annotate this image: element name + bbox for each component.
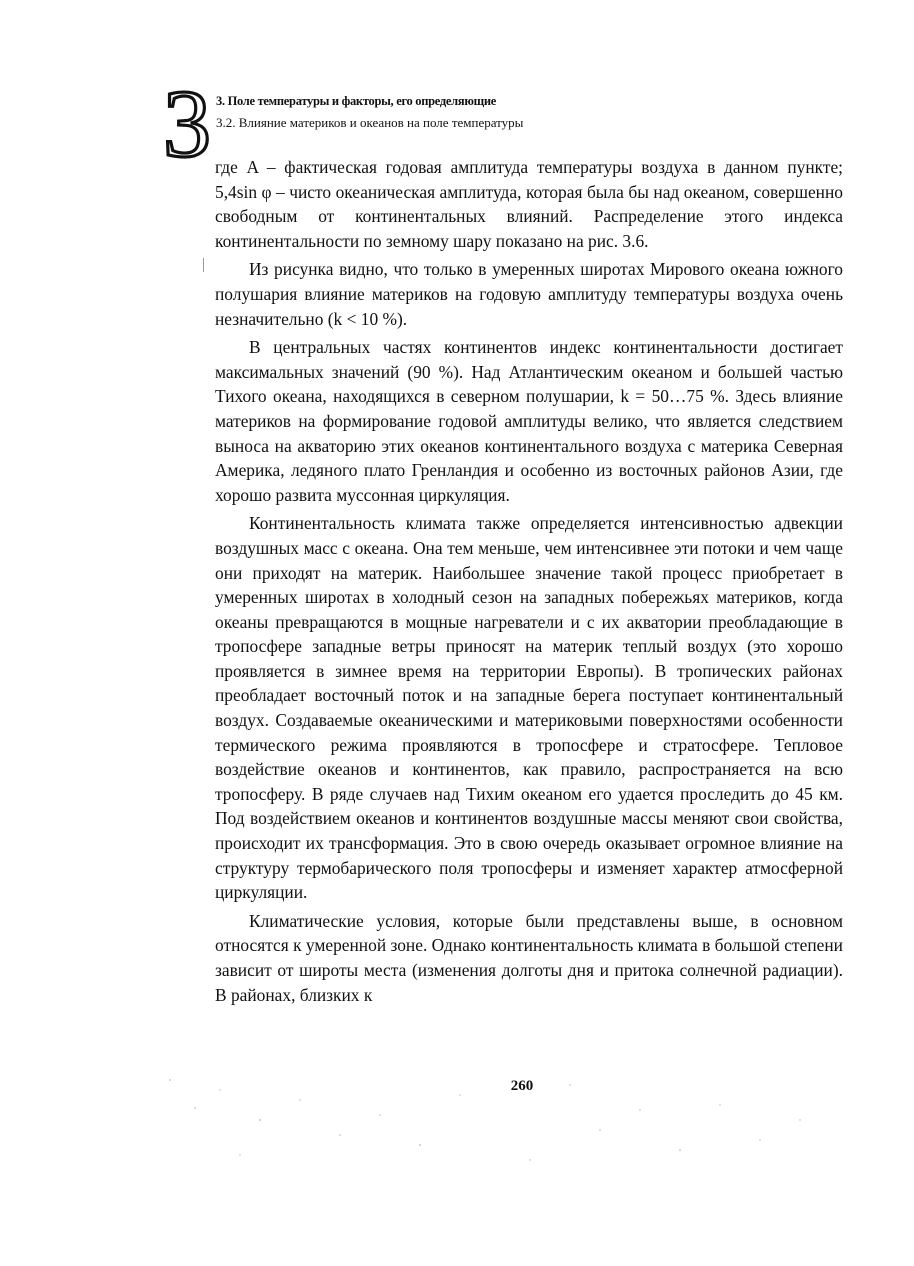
paragraph-5: Климатические условия, которые были представлены выше, в основном относятся к умеренной зоне. Однако континентальность климата в большой степени зависит от широты места (изменения долготы дня и притока солнечной радиации). В районах, близких к — [215, 910, 843, 1005]
running-head-section: 3.2. Влияние материков и океанов на поле температуры — [216, 115, 524, 130]
running-head-chapter: 3. Поле температуры и факторы, его определяющие — [216, 94, 496, 108]
chapter-numeral-outline — [158, 84, 216, 162]
paragraph-4: Континентальность климата также определяется интенсивностью адвекции воздушных масс с океана. Она тем меньше, чем интенсивнее эти потоки и чем чаще они приходят на материк. Наибольшее значение такой процесс приобретает в умеренных широтах в холодный сезон на западных побережьях материков, когда океаны превращаются в мощные нагреватели и с их акватории преобладающие в тропосфере западные ветры приносят на материк теплый воздух (это хорошо проявляется в зимнее время на территории Европы). В тропических районах преобладает восточный поток и на западные берега поступает континентальный воздух. Создаваемые океаническими и материковыми поверхностями особенности термического режима проявляются в тропосфере и стратосфере. Тепловое воздействие океанов и континентов, как правило, распространяется на всю тропосферу. В ряде случаев над Тихим океаном его удается проследить до 45 км. Под воздействием океанов и континентов воздушные массы меняют свои свойства, происходит их трансформация. Это в свою очередь оказывает огромное влияние на структуру термобарического поля тропосферы и изменяет характер атмосферной циркуляции. — [215, 513, 843, 903]
scan-noise — [150, 1060, 850, 1170]
margin-mark — [203, 258, 204, 272]
page-number: 260 — [510, 1078, 534, 1094]
paragraph-1: где A – фактическая годовая амплитуда температуры воздуха в данном пункте; 5,4sin φ – чисто океаническая амплитуда, которая была бы над океаном, совершенно свободным от континентальных влияний. Распределение этого индекса континентальности по земному шару показано на рис. 3.6. — [215, 157, 843, 251]
body-text — [215, 155, 843, 1007]
paragraph-2: Из рисунка видно, что только в умеренных широтах Мирового океана южного полушария влияние материков на годовую амплитуду температуры воздуха очень незначительно (k < 10 %). — [215, 259, 843, 329]
paragraph-3: В центральных частях континентов индекс континентальности достигает максимальных значений (90 %). Над Атлантическим океаном и большей частью Тихого океана, находящихся в северном полушарии, k = 50…75 %. Здесь влияние материков на формирование годовой амплитуды велико, что является следствием выноса на акваторию этих океанов континентального воздуха с материка Северная Америка, ледяного плато Гренландия и особенно из восточных районов Азии, где хорошо развита муссонная циркуляция. — [215, 337, 843, 505]
chapter-numeral: 3 — [163, 84, 211, 162]
